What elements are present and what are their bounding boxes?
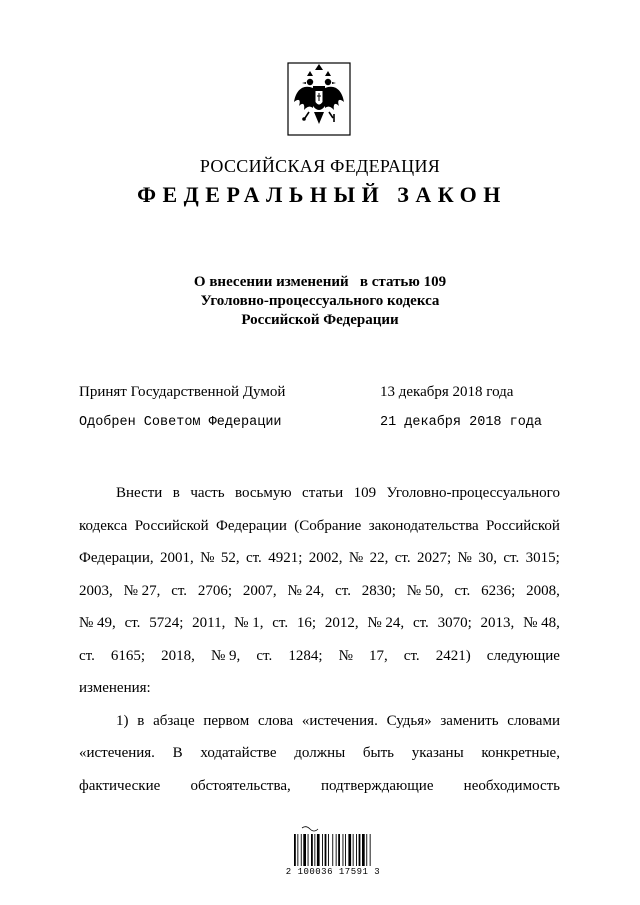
body-word: «истечения. [301,712,378,729]
body-word: ст. [79,647,95,664]
body-word: в [137,712,145,729]
body-word: ст. [272,615,289,631]
body-line [79,581,560,614]
body-word: 2011, [192,615,226,631]
body-word: № 49, [79,615,116,631]
body-word: 2421) [435,647,471,664]
body-word: быть [362,745,395,761]
body-word: первом [203,712,250,729]
body-word: 6236; [481,582,516,599]
body-word: ст. [394,550,411,566]
body-word: 109 [353,485,377,501]
body-word: 2018, [161,647,195,664]
body-line [79,711,560,744]
body-word: Российской [134,517,209,534]
body-word: № [457,550,472,566]
body-word: № [200,550,215,566]
body-word: ходатайстве [200,745,277,761]
body-word: слова [257,712,294,729]
body-word: ст. [412,615,429,631]
body-word: Российской [486,517,560,534]
body-word: 2027; [416,550,452,566]
body-word: в [172,485,180,501]
body-word: 17, [368,647,388,664]
body-line [79,678,560,711]
body-word: 2008, [526,582,560,599]
body-word: В [172,745,183,761]
body-word: абзаце [153,712,195,729]
body-word: № 24, [287,582,325,599]
body-word: словами [507,712,560,729]
body-line [79,646,560,679]
body-line [79,548,560,581]
body-word: Уголовно-процессуального [386,485,560,501]
body-word: часть [190,485,225,501]
body-word: подтверждающие [320,777,434,794]
body-word: № [348,550,364,566]
barcode-icon [292,826,376,870]
body-word: ст. [171,582,188,599]
adoption-duma-label: Принят Государственной Думой [79,384,286,400]
body-word: 1) [116,712,129,729]
body-word: 52, [220,550,240,566]
body-word: ст. [245,550,262,566]
body-word: 2013, [480,615,515,631]
law-title-line-2: Уголовно-процессуального кодекса [200,293,440,309]
body-word: законодательства [368,517,479,534]
body-word: изменения: [79,680,151,696]
body-word: 16; [296,615,317,631]
adoption-council-label: Одобрен Советом Федерации [79,415,282,430]
body-word: восьмую [235,485,292,501]
law-title [0,273,640,330]
body-word: ст. [335,582,351,599]
body-word: № 27, [123,582,161,599]
body-word: 30, [478,550,497,566]
body-word: 2003, [79,582,113,599]
body-word: обстоятельства, [190,777,291,794]
body-word: 22, [369,550,389,566]
law-title-line-1: О внесении изменений в статью 109 [193,274,447,290]
body-line [79,613,560,646]
body-word: 2012, [324,615,359,631]
body-word: 4921; [268,550,303,566]
body-word: должны [294,745,346,761]
adoption-duma-date: 13 декабря 2018 года [380,384,514,400]
body-word: указаны [411,745,464,761]
law-title-line-3: Российской Федерации [241,312,399,328]
body-word: № [338,647,353,664]
body-word: «истечения. [79,745,155,761]
body-line [79,516,560,549]
body-word: 1284; [288,647,323,664]
body-word: № 24, [367,615,405,631]
body-word: конкретные, [481,745,560,761]
body-word: 3070; [437,615,472,631]
russian-coat-of-arms-icon [287,62,351,136]
document-type-heading: ФЕДЕРАЛЬНЫЙ ЗАКОН [137,182,507,207]
body-word: (Собрание [294,517,362,534]
body-word: № 9, [211,647,241,664]
body-word: № 50, [406,582,444,599]
body-word: 2007, [242,582,277,599]
body-word: ст. [503,550,520,566]
body-word: № 48, [523,615,560,631]
body-word: 2706; [197,582,233,599]
body-word: фактические [79,777,161,794]
body-word: 2830; [361,582,396,599]
body-line [79,743,560,776]
law-body [79,483,560,808]
body-word: заменить [440,712,499,729]
body-line [79,483,560,516]
body-line [79,776,560,809]
body-word: необходимость [463,777,560,794]
body-word: следующие [486,647,560,664]
body-word: 5724; [149,615,184,631]
country-heading: РОССИЙСКАЯ ФЕДЕРАЦИЯ [199,156,441,176]
body-word: 6165; [110,647,146,664]
body-word: 2002, [308,550,343,566]
body-word: 2001, [159,550,194,566]
body-word: ст. [454,582,471,599]
body-word: ст. [124,615,141,631]
adoption-council-date: 21 декабря 2018 года [380,415,543,430]
body-word: Внести [116,485,163,501]
body-word: ст. [403,647,420,664]
body-word: Федерации, [79,550,154,566]
barcode-number: 2 100036 17591 3 [285,867,381,877]
body-word: Федерации [216,517,287,534]
body-word: статьи [302,485,344,501]
body-word: 3015; [525,550,560,566]
body-word: № 1, [234,615,264,631]
body-word: кодекса [79,517,128,534]
body-word: Судья» [386,712,432,729]
body-word: ст. [256,647,273,664]
